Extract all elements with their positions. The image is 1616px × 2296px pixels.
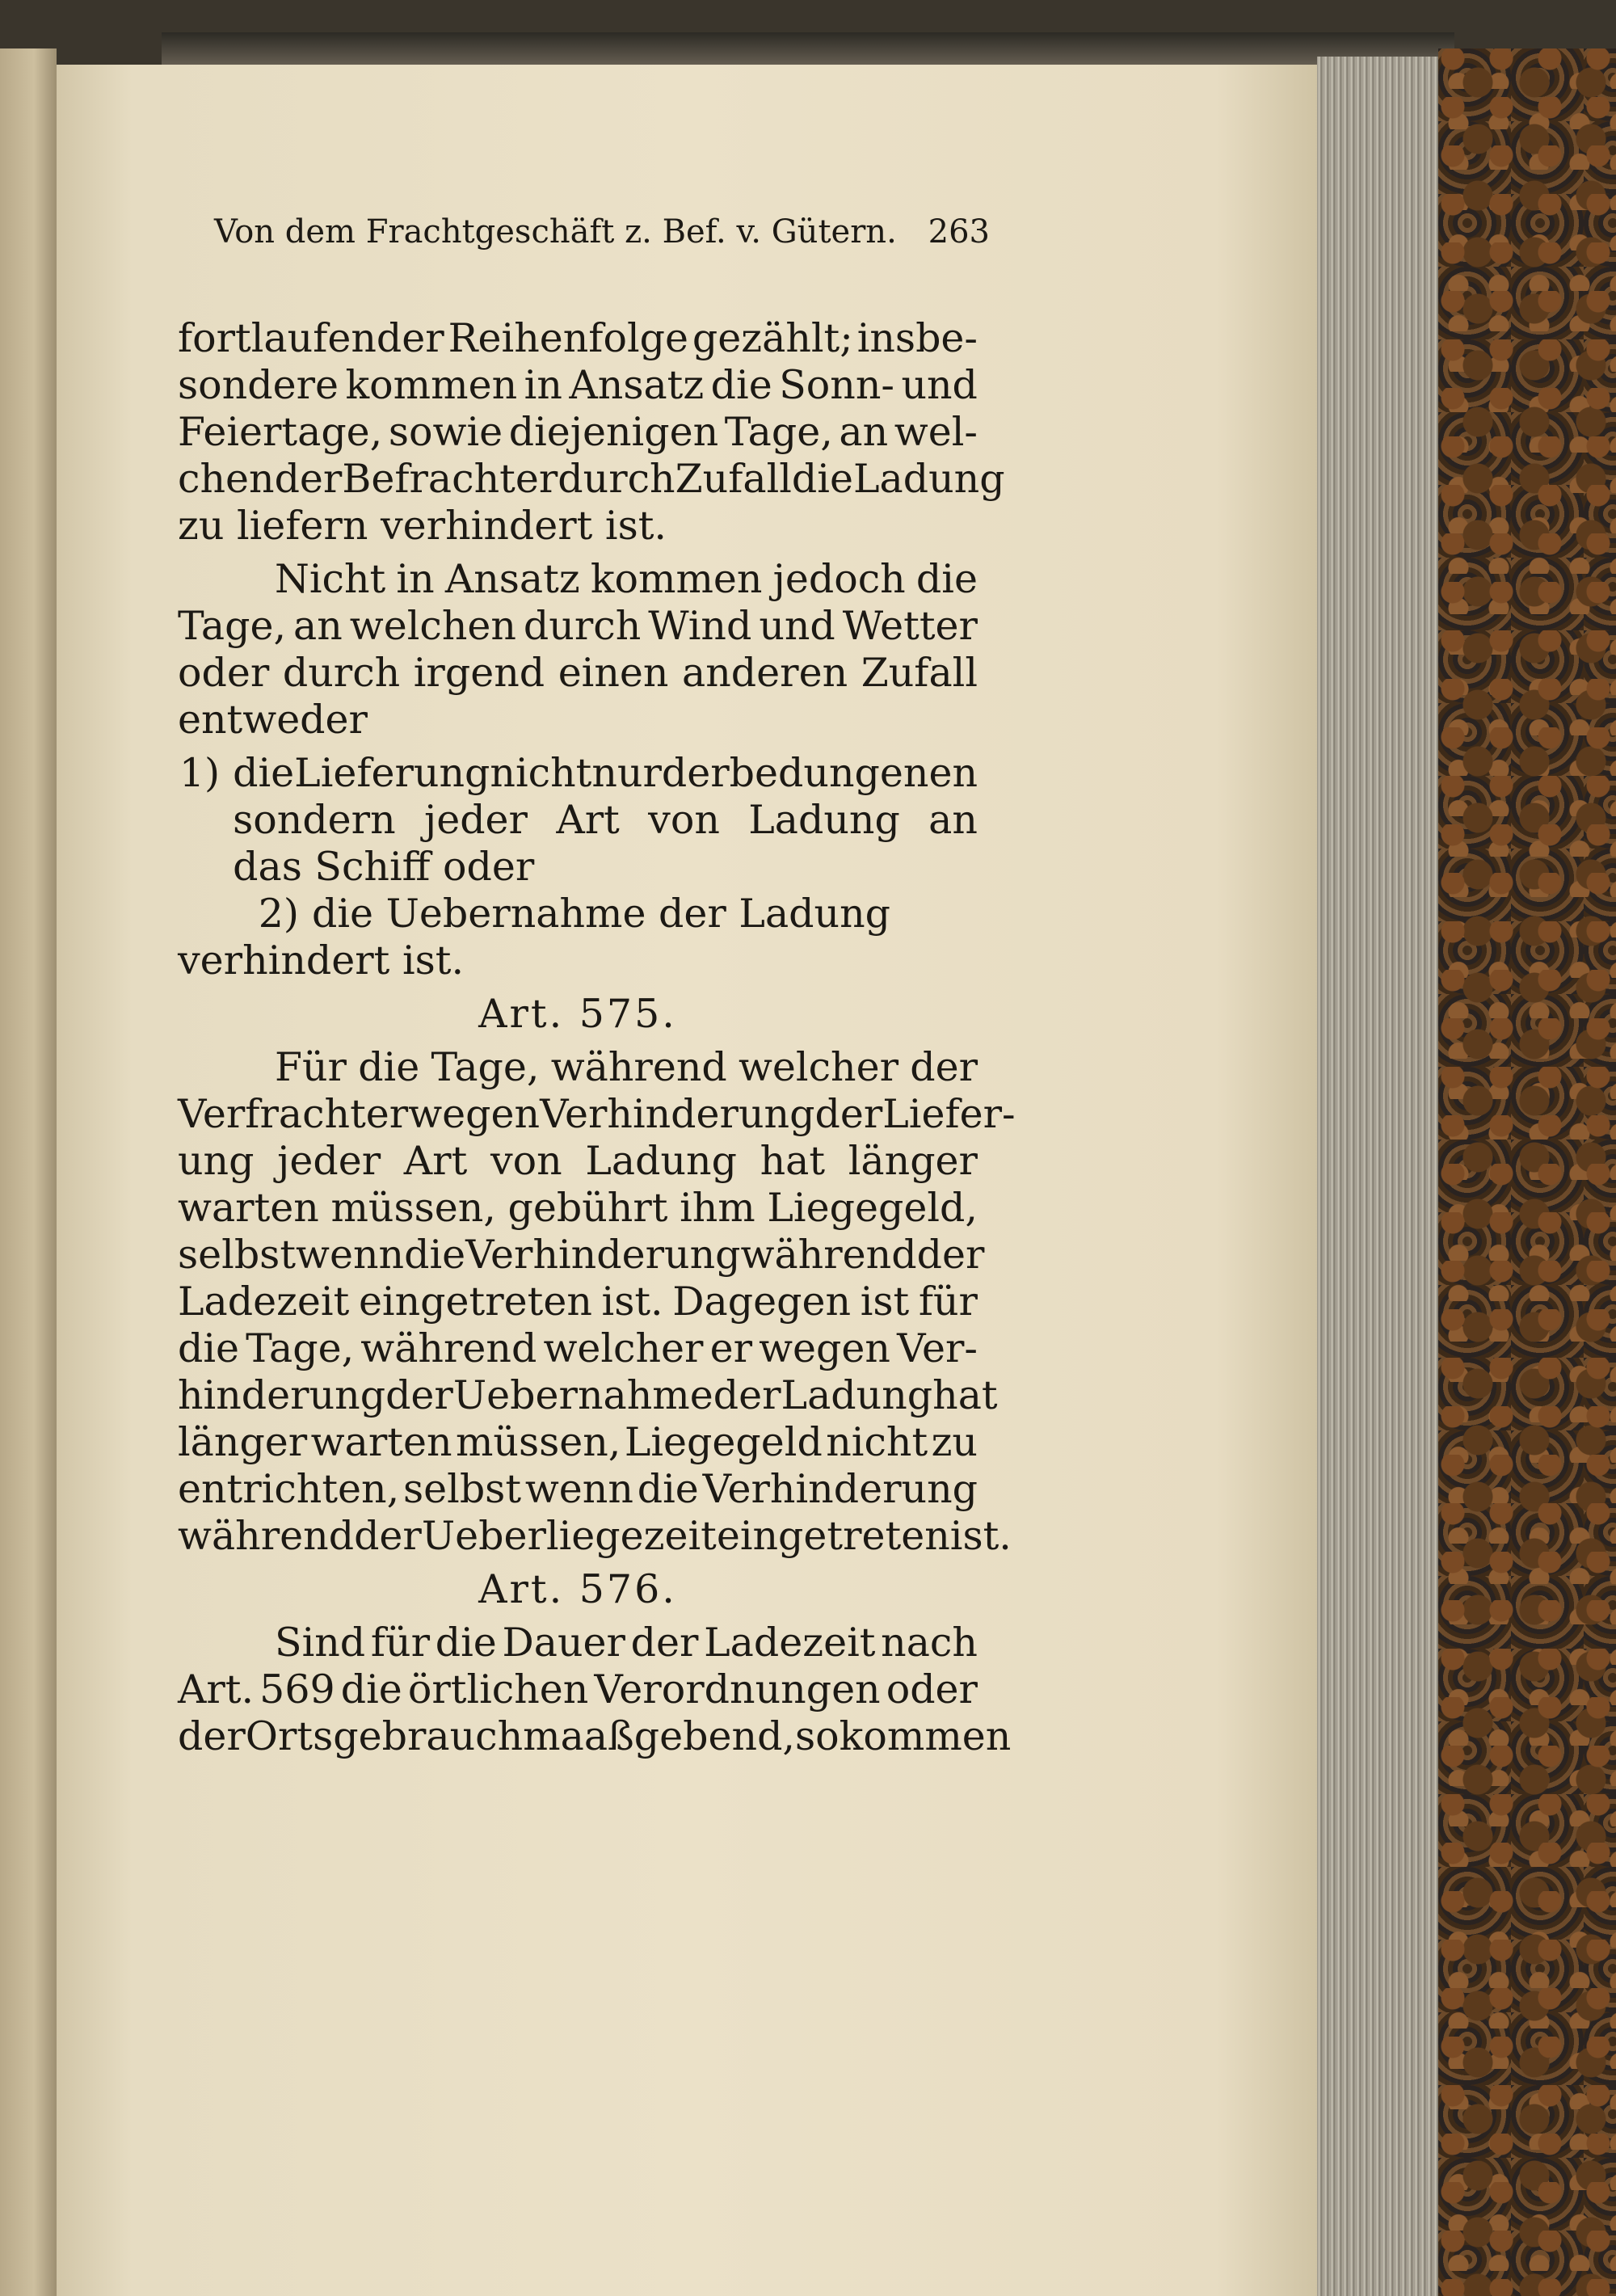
article-576-heading: Art. 576. [478, 1566, 677, 1612]
text-line: Feiertage, sowie diejenigen Tage, an wel- [178, 409, 978, 455]
book-top-edge [162, 32, 1454, 69]
text-line: die Tage, während welcher er wegen Ver- [178, 1325, 978, 1371]
running-title: Von dem Frachtgeschäft z. Bef. v. Gütern. [214, 213, 897, 251]
text-line: das Schiff oder [233, 844, 535, 890]
text-line: entrichten, selbst wenn die Verhinderung [178, 1466, 978, 1512]
text-line: sondern jeder Art von Ladung an [233, 797, 978, 843]
text-line: sondere kommen in Ansatz die Sonn- und [178, 362, 978, 408]
text-line: der Ortsgebrauch maaßgebend, so kommen [178, 1713, 1012, 1759]
paragraph-2 [178, 556, 978, 744]
text-line: Für die Tage, während welcher der [275, 1044, 978, 1090]
article-575-heading: Art. 575. [478, 991, 677, 1037]
page-number: 263 [928, 213, 990, 251]
enum-item-2 [178, 891, 978, 937]
enum-number: 2) [258, 891, 299, 937]
text-line: warten müssen, gebührt ihm Liegegeld, [178, 1185, 978, 1231]
facing-page-edge [0, 48, 57, 2296]
text-line: Sind für die Dauer der Ladezeit nach [275, 1620, 978, 1666]
page-edges [1317, 57, 1438, 2296]
closing-line: verhindert ist. [178, 937, 465, 984]
text-line: fortlaufender Reihenfolge gezählt; insbe- [178, 315, 978, 361]
text-line: entweder [178, 697, 368, 743]
article-576-body [178, 1620, 1012, 1760]
text-line: länger warten müssen, Liegegeld nicht zu [178, 1419, 978, 1465]
text-line: Nicht in Ansatz kommen jedoch die [275, 556, 978, 602]
enum-number: 1) [179, 750, 221, 796]
text-line: die Lieferung nicht nur der bedungenen [233, 750, 978, 796]
text-line: selbst wenn die Verhinderung während der [178, 1232, 985, 1278]
running-header [214, 213, 990, 251]
text-line: Verfrachter wegen Verhinderung der Liefer- [178, 1091, 1016, 1137]
text-line: ung jeder Art von Ladung hat länger [178, 1138, 978, 1184]
text-line: Art. 569 die örtlichen Verordnungen oder [178, 1666, 978, 1713]
page-body [178, 315, 1016, 1760]
text-line: oder durch irgend einen anderen Zufall [178, 650, 978, 696]
text-line: während der Ueberliegezeit eingetreten ist. [178, 1513, 1012, 1559]
text-line: zu liefern verhindert ist. [178, 503, 667, 549]
paragraph-1 [178, 315, 1005, 550]
text-line: chen der Befrachter durch Zufall die Ladung [178, 456, 1005, 502]
text-line: Ladezeit eingetreten ist. Dagegen ist für [178, 1279, 978, 1325]
marbled-cover [1438, 48, 1616, 2296]
text-line: die Uebernahme der Ladung [312, 891, 891, 937]
text-line: hinderung der Uebernahme der Ladung hat [178, 1372, 998, 1418]
enum-item-1 [178, 750, 978, 891]
article-575-body [178, 1044, 1016, 1560]
text-line: Tage, an welchen durch Wind und Wetter [178, 603, 978, 649]
